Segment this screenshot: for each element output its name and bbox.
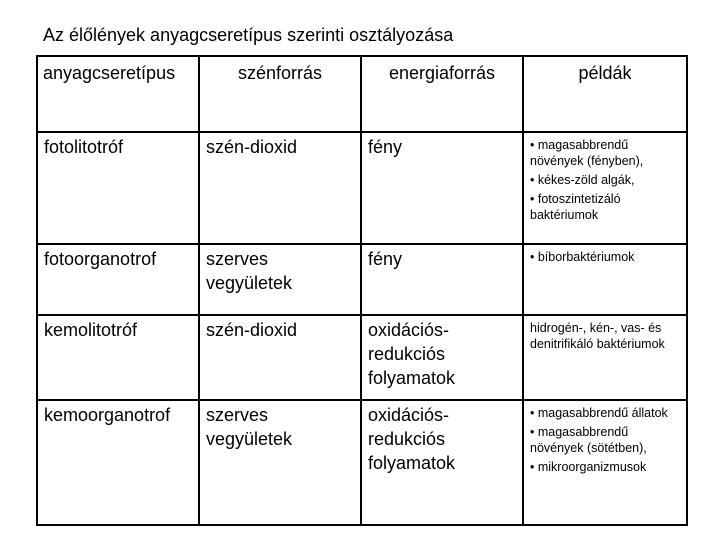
cell-examples bbox=[523, 244, 687, 315]
example-item: hidrogén-, kén-, vas- és denitrifikáló baktériumok bbox=[530, 321, 665, 351]
cell-type: fotolitotróf bbox=[37, 132, 199, 244]
cell-energy: oxidációs-redukciós folyamatok bbox=[361, 400, 523, 525]
cell-examples bbox=[523, 132, 687, 244]
cell-carbon: szén-dioxid bbox=[199, 132, 361, 244]
table-row bbox=[37, 315, 687, 400]
example-item: • magasabbrendű növények (sötétben), bbox=[530, 425, 647, 455]
cell-energy: fény bbox=[361, 244, 523, 315]
example-item: • magasabbrendű növények (fényben), bbox=[530, 138, 644, 168]
classification-table bbox=[36, 55, 688, 526]
example-item: • mikroorganizmusok bbox=[530, 460, 647, 474]
cell-type: kemolitotróf bbox=[37, 315, 199, 400]
cell-energy: fény bbox=[361, 132, 523, 244]
table-row bbox=[37, 132, 687, 244]
header-examples: példák bbox=[523, 56, 687, 132]
header-row bbox=[37, 56, 687, 132]
cell-type: fotoorganotrof bbox=[37, 244, 199, 315]
cell-type: kemoorganotrof bbox=[37, 400, 199, 525]
header-carbon-source: szénforrás bbox=[199, 56, 361, 132]
cell-carbon: szerves vegyületek bbox=[199, 400, 361, 525]
example-item: • bíborbaktériumok bbox=[530, 250, 635, 264]
example-item: • fotoszintetizáló baktériumok bbox=[530, 192, 621, 222]
table-row bbox=[37, 244, 687, 315]
cell-carbon: szerves vegyületek bbox=[199, 244, 361, 315]
cell-examples bbox=[523, 400, 687, 525]
cell-examples bbox=[523, 315, 687, 400]
cell-energy: oxidációs-redukciós folyamatok bbox=[361, 315, 523, 400]
header-energy-source: energiaforrás bbox=[361, 56, 523, 132]
header-type: anyagcseretípus bbox=[37, 56, 199, 132]
table-row bbox=[37, 400, 687, 525]
cell-carbon: szén-dioxid bbox=[199, 315, 361, 400]
page-title: Az élőlények anyagcseretípus szerinti osztályozása bbox=[43, 25, 454, 45]
example-item: • kékes-zöld algák, bbox=[530, 173, 635, 187]
example-item: • magasabbrendű állatok bbox=[530, 406, 668, 420]
